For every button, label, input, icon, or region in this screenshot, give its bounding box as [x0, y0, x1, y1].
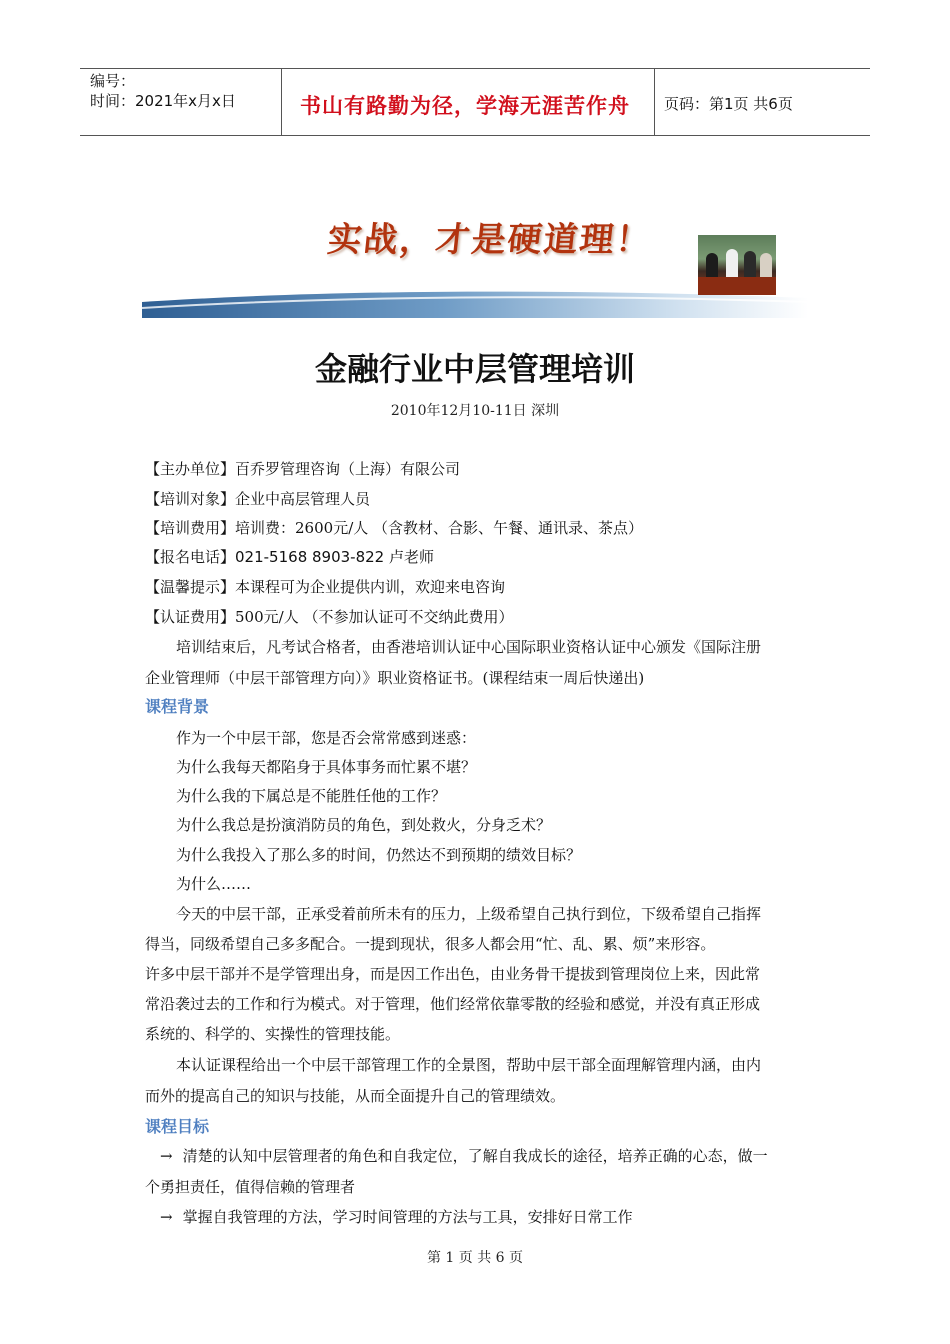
background-line: 为什么我每天都陷身于具体事务而忙累不堪？: [176, 758, 477, 776]
header-top-border: [80, 68, 870, 69]
header-divider-right: [654, 68, 655, 136]
paragraph-line: 而外的提高自己的知识与技能，从而全面提升自己的管理绩效。: [145, 1087, 566, 1105]
page-subtitle: 2010年12月10-11日 深圳: [390, 403, 560, 419]
background-line: 为什么我总是扮演消防员的角色，到处救火，分身乏术？: [176, 816, 552, 834]
info-label: 【主办单位】: [145, 460, 236, 478]
info-value: 培训费：2600元/人 （含教材、合影、午餐、通讯录、茶点）: [235, 519, 644, 537]
header-bottom-border: [80, 135, 870, 136]
header-divider-left: [281, 68, 282, 136]
section-heading-background: 课程背景: [145, 697, 210, 716]
banner: [142, 190, 808, 318]
goal-text: 清楚的认知中层管理者的角色和自我定位，了解自我成长的途径，培养正确的心态，做一: [182, 1147, 768, 1165]
info-label: 【培训对象】: [145, 490, 236, 508]
banner-slogan: 实战，才是硬道理！: [325, 220, 654, 260]
goal-text: 掌握自我管理的方法，学习时间管理的方法与工具，安排好日常工作: [182, 1208, 633, 1226]
info-audience: [145, 488, 370, 509]
background-line: 为什么……: [176, 875, 252, 893]
info-value: 500元/人 （不参加认证可不交纳此费用）: [235, 608, 514, 626]
page-title: 金融行业中层管理培训: [314, 350, 635, 388]
info-value: 021-5168 8903-822 卢老师: [235, 548, 434, 566]
info-label: 【报名电话】: [145, 548, 236, 566]
page-footer: 第 1 页 共 6 页: [426, 1250, 524, 1266]
info-value: 本课程可为企业提供内训，欢迎来电咨询: [235, 578, 506, 596]
info-fee: [145, 517, 643, 538]
cert-paragraph-line-1: 培训结束后，凡考试合格者，由香港培训认证中心国际职业资格认证中心颁发《国际注册: [176, 638, 762, 656]
header-time: 时间：2021年x月x日: [90, 92, 236, 110]
paragraph-line: 得当，同级希望自己多多配合。一提到现状，很多人都会用“忙、乱、累、烦”来形容。: [145, 935, 716, 953]
header-motto: 书山有路勤为径，学海无涯苦作舟: [300, 94, 630, 118]
paragraph-line: 本认证课程给出一个中层干部管理工作的全景图，帮助中层干部全面理解管理内涵，由内: [176, 1056, 762, 1074]
goal-item-continuation: 个勇担责任，值得信赖的管理者: [145, 1178, 356, 1196]
arrow-right-icon: →: [160, 1208, 173, 1226]
paragraph-line: 常沿袭过去的工作和行为模式。对于管理，他们经常依靠零散的经验和感觉，并没有真正形成: [145, 995, 761, 1013]
info-label: 【培训费用】: [145, 519, 236, 537]
arrow-right-icon: →: [160, 1147, 173, 1165]
info-phone: [145, 546, 434, 567]
info-label: 【温馨提示】: [145, 578, 236, 596]
info-value: 百乔罗管理咨询（上海）有限公司: [235, 460, 461, 478]
info-cert-fee: [145, 606, 513, 627]
paragraph-line: 系统的、科学的、实操性的管理技能。: [145, 1025, 401, 1043]
info-organizer: [145, 458, 460, 479]
meeting-photo: [698, 235, 776, 295]
info-label: 【认证费用】: [145, 608, 236, 626]
cert-paragraph-line-2: 企业管理师（中层干部管理方向）》职业资格证书。(课程结束一周后快递出): [145, 669, 645, 687]
section-heading-goals: 课程目标: [145, 1117, 210, 1136]
background-line: 为什么我的下属总是不能胜任他的工作？: [176, 787, 447, 805]
background-line: 作为一个中层干部，您是否会常常感到迷惑：: [176, 729, 477, 747]
header-number: 编号：: [90, 72, 136, 90]
header-page: 页码：第1页 共6页: [664, 95, 793, 113]
paragraph-line: 许多中层干部并不是学管理出身，而是因工作出色，由业务骨干提拔到管理岗位上来，因此常: [145, 965, 761, 983]
goal-item: [160, 1206, 633, 1227]
info-value: 企业中高层管理人员: [235, 490, 371, 508]
info-tip: [145, 576, 505, 597]
paragraph-line: 今天的中层干部，正承受着前所未有的压力，上级希望自己执行到位，下级希望自己指挥: [176, 905, 762, 923]
goal-item: [160, 1145, 768, 1166]
background-line: 为什么我投入了那么多的时间，仍然达不到预期的绩效目标？: [176, 846, 582, 864]
